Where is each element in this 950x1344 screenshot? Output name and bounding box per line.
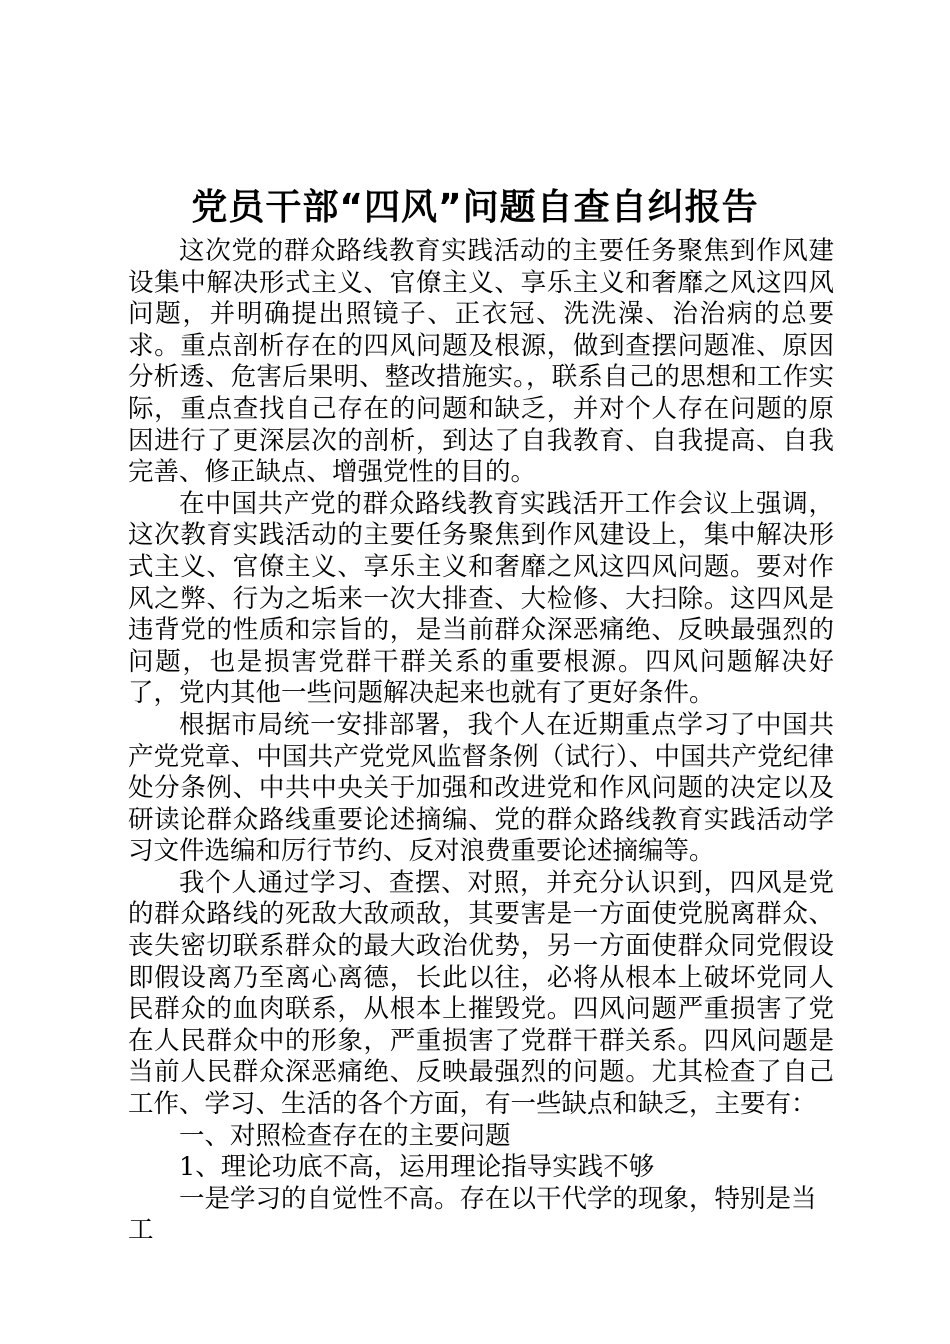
paragraph-meeting: 在中国共产党的群众路线教育实践活开工作会议上强调，这次教育实践活动的主要任务聚焦到作风建设上，集中解决形式主义、官僚主义、享乐主义和奢靡之风这四风问题。要对作风之弊、行为之垢来一次大排查、大检修、大扫除。这四风是违背党的性质和宗旨的，是当前群众深恶痛绝、反映最强烈的问题，也是损害党群干群关系的重要根源。四风问题解决好了，党内其他一些问题解决起来也就有了更好条件。 — [128, 488, 834, 709]
paragraph-study: 根据市局统一安排部署，我个人在近期重点学习了中国共产党党章、中国共产党党风监督条例（试行）、中国共产党纪律处分条例、中共中央关于加强和改进党和作风问题的决定以及研读论群众路线重要论述摘编、党的群众路线教育实践活动学习文件选编和厉行节约、反对浪费重要论述摘编等。 — [128, 709, 834, 867]
section-heading: 一、对照检查存在的主要问题 — [179, 1120, 511, 1151]
paragraph-intro: 这次党的群众路线教育实践活动的主要任务聚焦到作风建设集中解决形式主义、官僚主义、享乐主义和奢靡之风这四风问题，并明确提出照镜子、正衣冠、洗洗澡、治治病的总要求。重点剖析存在的四风问题及根源，做到查摆问题准、原因分析透、危害后果明、整改措施实。，联系自己的思想和工作实际，重点查找自己存在的问题和缺乏，并对个人存在问题的原因进行了更深层次的剖析，到达了自我教育、自我提高、自我完善、修正缺点、增强党性的目的。 — [128, 236, 834, 488]
paragraph-reflection: 我个人通过学习、查摆、对照，并充分认识到，四风是党的群众路线的死敌大敌顽敌，其要害是一方面使党脱离群众、丧失密切联系群众的最大政治优势，另一方面使群众同党假设即假设离乃至离心离德，长此以往，必将从根本上破坏党同人民群众的血肉联系，从根本上摧毁党。四风问题严重损害了党在人民群众中的形象，严重损害了党群干群关系。四风问题是当前人民群众深恶痛绝、反映最强烈的问题。尤其检查了自己工作、学习、生活的各个方面，有一些缺点和缺乏，主要有： — [128, 867, 834, 1120]
subsection-heading: 1、理论功底不高，运用理论指导实践不够 — [179, 1152, 655, 1183]
document-body — [128, 236, 834, 1247]
paragraph-point-one: 一是学习的自觉性不高。存在以干代学的现象，特别是当工 — [128, 1183, 817, 1246]
document-title: 党员干部“四风”问题自查自纠报告 — [191, 187, 759, 228]
